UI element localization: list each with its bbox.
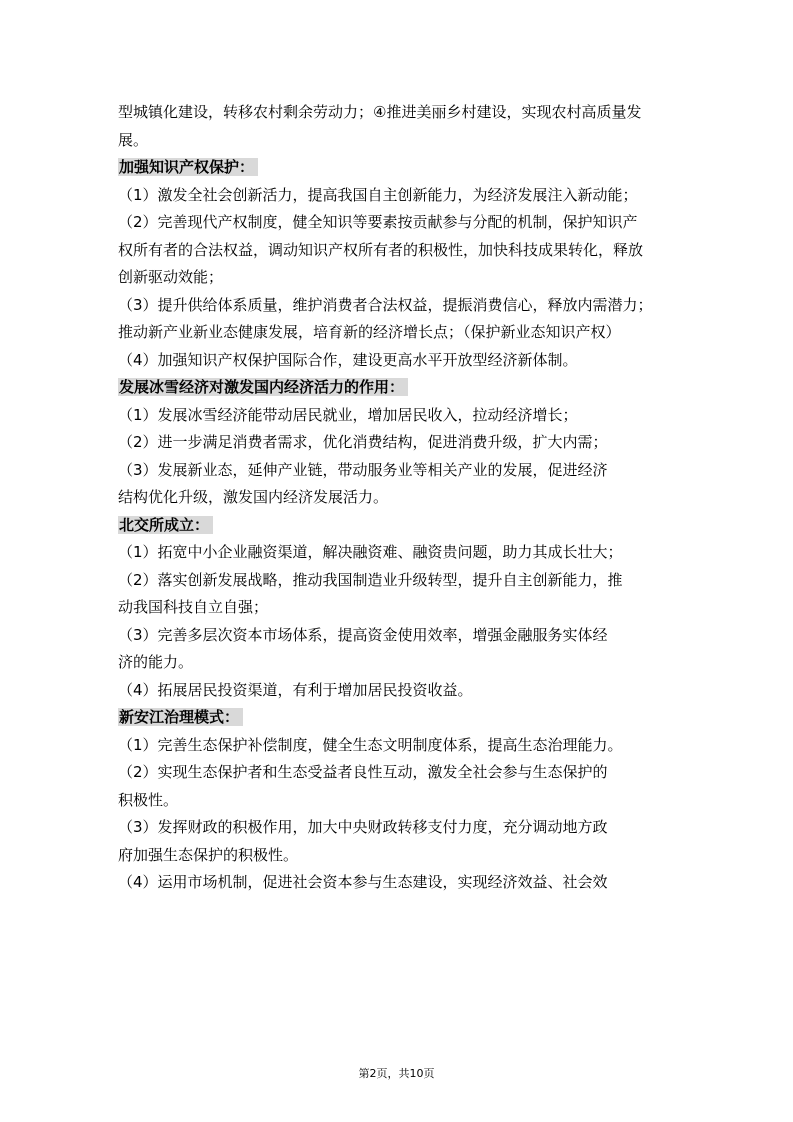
paragraph-line: 结构优化升级，激发国内经济发展活力。 — [118, 488, 389, 506]
paragraph-line: （1）激发全社会创新活力，提高我国自主创新能力，为经济发展注入新动能； — [118, 185, 638, 204]
document-body — [118, 99, 678, 897]
section-heading: 新安江治理模式： — [118, 704, 678, 732]
paragraph-line: （2）进一步满足消费者需求，优化消费结构，促进消费升级，扩大内需； — [118, 433, 608, 451]
paragraph-line: （1）发展冰雪经济能带动居民就业，增加居民收入，拉动经济增长； — [118, 405, 578, 424]
paragraph-line: （3）完善多层次资本市场体系，提高资金使用效率，增强金融服务实体经 — [118, 625, 608, 644]
paragraph-line: 推动新产业新业态健康发展，培育新的经济增长点；（保护新业态知识产权） — [118, 323, 621, 341]
paragraph-line: 积极性。 — [118, 790, 179, 809]
paragraph-line: 动我国科技自立自强； — [118, 598, 269, 616]
paragraph-line: 府加强生态保护的积极性。 — [118, 845, 299, 864]
paragraph-line: （4）加强知识产权保护国际合作，建设更高水平开放型经济新体制。 — [118, 350, 578, 369]
paragraph-line: （1）拓宽中小企业融资渠道，解决融资难、融资贵问题，助力其成长壮大； — [118, 543, 623, 561]
page-number: 第2页，共10页 — [358, 1067, 435, 1080]
paragraph-line: （3）发挥财政的积极作用，加大中央财政转移支付力度，充分调动地方政 — [118, 818, 608, 836]
paragraph-line: （2）完善现代产权制度，健全知识等要素按贡献参与分配的机制，保护知识产 — [118, 213, 638, 231]
section-heading: 加强知识产权保护： — [118, 154, 678, 182]
paragraph-line: （2）实现生态保护者和生态受益者良性互动，激发全社会参与生态保护的 — [118, 763, 608, 781]
paragraph-line: （2）落实创新发展战略，推动我国制造业升级转型，提升自主创新能力，推 — [118, 570, 623, 589]
paragraph-line: （3）提升供给体系质量，维护消费者合法权益，提振消费信心，释放内需潜力； — [118, 295, 653, 314]
paragraph-line: （4）拓展居民投资渠道，有利于增加居民投资收益。 — [118, 680, 473, 699]
paragraph-line: 济的能力。 — [118, 653, 194, 671]
paragraph-line: （4）运用市场机制，促进社会资本参与生态建设，实现经济效益、社会效 — [118, 873, 608, 891]
section-heading: 北交所成立： — [118, 512, 678, 540]
section-heading: 发展冰雪经济对激发国内经济活力的作用： — [118, 374, 678, 402]
paragraph-line: 创新驱动效能； — [118, 268, 224, 286]
paragraph-line: 权所有者的合法权益，调动知识产权所有者的积极性，加快科技成果转化，释放 — [118, 240, 644, 259]
intro-line: 型城镇化建设，转移农村剩余劳动力；④推进美丽乡村建设，实现农村高质量发 — [118, 103, 642, 121]
intro-line: 展。 — [118, 130, 149, 149]
paragraph-line: （3）发展新业态，延伸产业链，带动服务业等相关产业的发展，促进经济 — [118, 460, 608, 479]
paragraph-line: （1）完善生态保护补偿制度，健全生态文明制度体系，提高生态治理能力。 — [118, 735, 623, 754]
